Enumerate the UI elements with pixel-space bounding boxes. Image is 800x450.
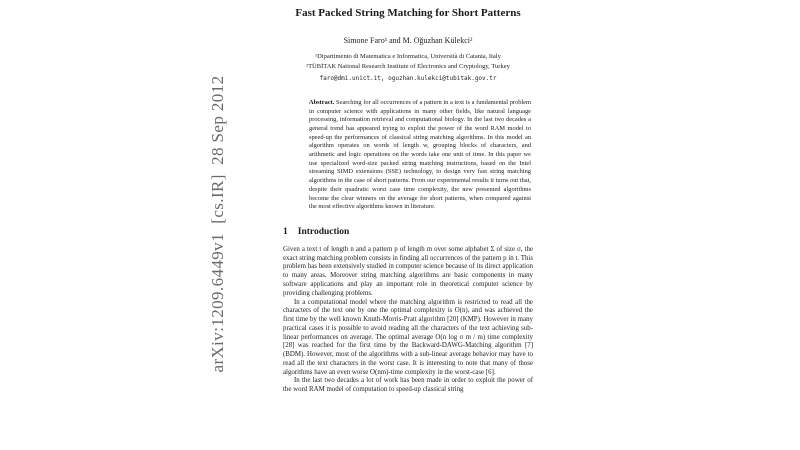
section-number: 1 [283, 226, 288, 237]
abstract-text: Searching for all occurrences of a pattern in a text is a fundamental problem in computer science with applications in many other fields, like natural language processing, information retrieval and computational biology. In the last two decades a general trend has appeared trying to exploit the power of the word RAM model to speed-up the performances of classical string matching algorithms. In this model an algorithm operates on words of length w, grouping blocks of characters, and arithmetic and logic operations on the words take one unit of time. In this paper we use specialized word-size packed string matching instructions, based on the Intel streaming SIMD extensions (SSE) technology, to design very fast string matching algorithms in the case of short patterns. From our experimental results it turns out that, despite their quadratic worst case time complexity, the new presented algorithms become the clear winners on the average for short patterns, when compared against the most effective algorithms known in literature. [309, 98, 531, 211]
paragraph: In the last two decades a lot of work has been made in order to exploit the power of the word RAM model of computation to speed-up classical string [283, 377, 533, 394]
section-title: Introduction [297, 226, 350, 237]
author-emails: faro@dmi.unict.it, oguzhan.kulekci@tubitak.gov.tr [319, 74, 497, 82]
abstract-block [309, 99, 531, 212]
paragraph: Given a text t of length n and a pattern p of length m over some alphabet Σ of size σ, the exact string matching problem consists in finding all occurrences of the pattern p in t. This problem has been extensively studied in computer science because of its direct application to many areas. Moreover string matching algorithms are basic components in many software applications and play an important role in theoretical computer science by providing challenging problems. [283, 245, 533, 297]
section-heading-introduction [283, 227, 533, 237]
introduction-body [283, 246, 533, 395]
arxiv-watermark: arXiv:1209.6449v1 [cs.IR] 28 Sep 2012 [208, 75, 227, 373]
authors-line: Simone Faro¹ and M. Oğuzhan Külekci² [343, 36, 473, 46]
affiliations-block [283, 52, 533, 72]
paper-content [283, 6, 533, 395]
affiliation-line: ²TÜBİTAK National Research Institute of Electronics and Cryptology, Turkey [306, 63, 510, 71]
abstract-label: Abstract. [309, 98, 335, 106]
affiliation-line: ¹Dipartimento di Matematica e Informatica, Università di Catania, Italy [315, 53, 501, 61]
paragraph: In a computational model where the matching algorithm is restricted to read all the characters of the text one by one the optimal complexity is O(n), and was achieved the first time by the well known Knuth-Morris-Pratt algorithm [20] (KMP). However in many practical cases it is possible to avoid reading all the characters of the text achieving sub-linear performances on average. The optimal average O(n log σ m / m) time complexity [28] was reached for the first time by the Backward-DAWG-Matching algorithm [7] (BDM). However, most of the algorithms with a sub-linear average behavior may have to read all the text characters in the worst case. It is interesting to note that many of those algorithms have an even worse O(nm)-time complexity in the worst-case [6]. [283, 298, 533, 376]
paper-title: Fast Packed String Matching for Short Patterns [295, 7, 521, 19]
